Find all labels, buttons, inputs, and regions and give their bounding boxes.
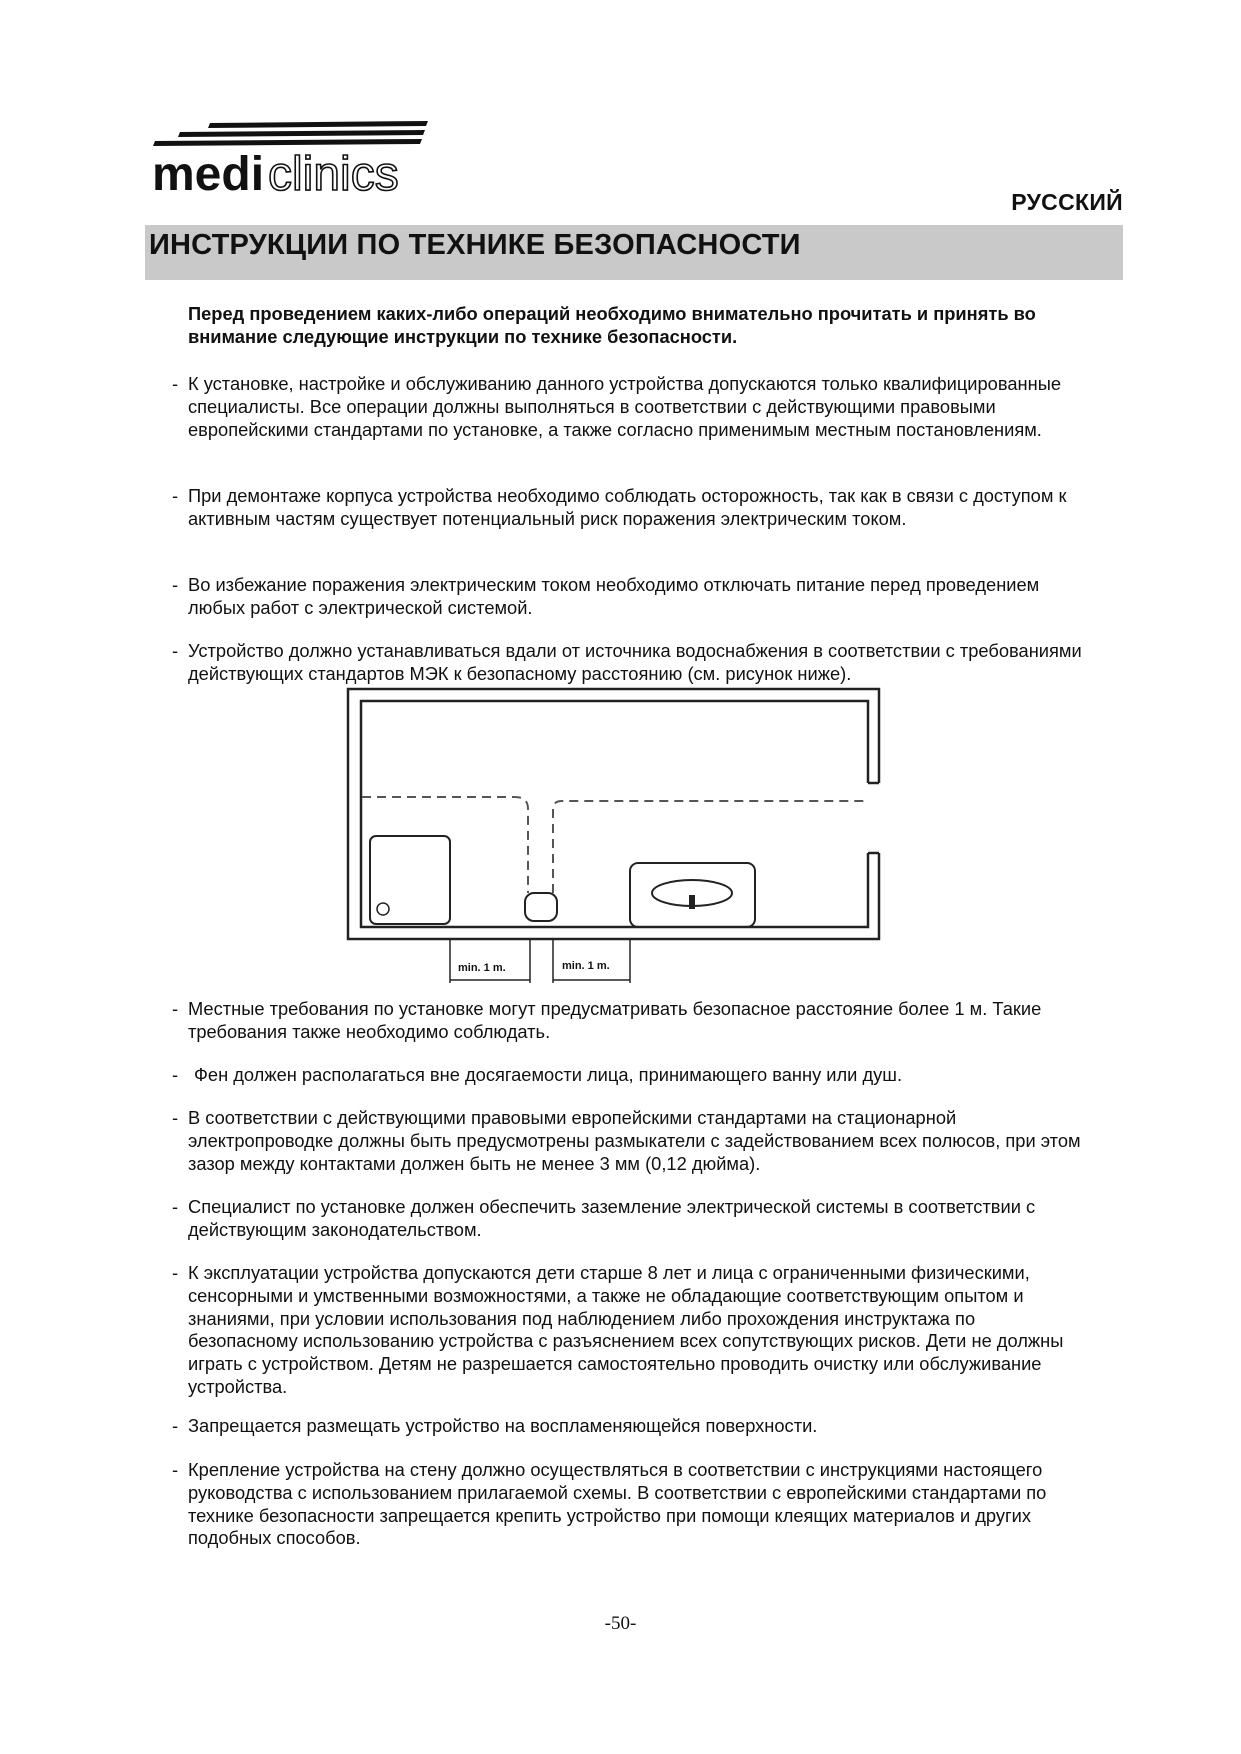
list-item-text: Крепление устройства на стену должно осуществляться в соответствии с инструкциями настоящего руководства с использованием прилагаемой схемы. В соответствии с европейскими стандартами по технике безопасности запрещается крепить устройство при помощи клеящих материалов и других подобных способов.: [188, 1459, 1047, 1549]
list-item: [172, 485, 1088, 531]
list-item: [172, 373, 1088, 441]
toilet-shape: [525, 893, 557, 921]
list-item-text: При демонтаже корпуса устройства необходимо соблюдать осторожность, так как в связи с доступом к активным частям существует потенциальный риск поражения электрическим током.: [188, 485, 1067, 529]
list-item-text: Во избежание поражения электрическим током необходимо отключать питание перед проведением любых работ с электрической системой.: [188, 574, 1040, 618]
list-item: [172, 1415, 1088, 1438]
list-item: [172, 574, 1088, 620]
list-item: [172, 1459, 1088, 1550]
list-item-text: К установке, настройке и обслуживанию данного устройства допускаются только квалифицированные специалисты. Все операции должны выполняться в соответствии с действующими правовыми европейскими стандартами по установке, а также согласно применимым местным постановлениям.: [188, 373, 1062, 440]
list-item-text: Фен должен располагаться вне досягаемости лица, принимающего ванну или душ.: [194, 1064, 903, 1085]
list-item-text: Специалист по установке должен обеспечить заземление электрической системы в соответствии с действующим законодательством.: [188, 1196, 1036, 1240]
list-dash: -: [172, 373, 179, 394]
list-dash: -: [172, 998, 179, 1019]
logo-text-light: clinics: [268, 148, 399, 198]
bathroom-walls: [348, 689, 879, 939]
list-dash: -: [172, 1262, 179, 1283]
list-item: [172, 1107, 1088, 1175]
intro-text: Перед проведением каких-либо операций необходимо внимательно прочитать и принять во внимание следующие инструкции по технике безопасности.: [188, 303, 1036, 347]
list-item: [172, 1064, 1088, 1087]
list-item: [172, 998, 1088, 1044]
page-title: ИНСТРУКЦИИ ПО ТЕХНИКЕ БЕЗОПАСНОСТИ: [149, 229, 801, 261]
distance-label-right: min. 1 m.: [562, 960, 610, 972]
list-item-text: Устройство должно устанавливаться вдали от источника водоснабжения в соответствии с требованиями действующих стандартов МЭК к безопасному расстоянию (см. рисунок ниже).: [188, 640, 1082, 684]
logo-text-bold: medi: [152, 148, 265, 198]
title-bar: [145, 225, 1123, 280]
list-dash: -: [172, 1415, 179, 1436]
distance-label-left: min. 1 m.: [458, 962, 506, 974]
list-dash: -: [172, 1107, 179, 1128]
list-item: [172, 640, 1088, 686]
list-item-text: Местные требования по установке могут предусматривать безопасное расстояние более 1 м. Такие требования также необходимо соблюдать.: [188, 998, 1042, 1042]
bathtub: [630, 863, 755, 927]
page-number: -50-: [604, 1613, 637, 1634]
list-item: [172, 1196, 1088, 1242]
shower-tray: [370, 836, 450, 924]
list-item-text: К эксплуатации устройства допускаются дети старше 8 лет и лица с ограниченными физическими, сенсорными и умственными возможностями, а также не обладающие соответствующим опытом и знаниями, при условии использования под наблюдением либо прохождения инструктажа по безопасному использованию устройства с разъяснением всех сопутствующих рисков. Дети не должны играть с устройством. Детям не разрешается самостоятельно проводить очистку или обслуживание устройства.: [188, 1262, 1064, 1397]
list-dash: -: [172, 640, 179, 661]
mediclinics-logo: [150, 118, 430, 198]
list-item-text: В соответствии с действующими правовыми европейскими стандартами на стационарной электропроводке должны быть предусмотрены размыкатели с задействованием всех полюсов, при этом зазор между контактами должен быть не менее 3 мм (0,12 дюйма).: [188, 1107, 1081, 1174]
language-label: РУССКИЙ: [1011, 189, 1123, 215]
list-dash: -: [172, 574, 179, 595]
bathroom-distance-diagram: [340, 685, 900, 985]
list-item: [172, 1262, 1088, 1399]
list-item-text: Запрещается размещать устройство на воспламеняющейся поверхности.: [188, 1415, 818, 1436]
list-dash: -: [172, 1459, 179, 1480]
list-dash: -: [172, 1196, 179, 1217]
list-dash: -: [172, 485, 179, 506]
list-dash: -: [172, 1064, 179, 1085]
safety-zone-boundary: [362, 797, 868, 893]
